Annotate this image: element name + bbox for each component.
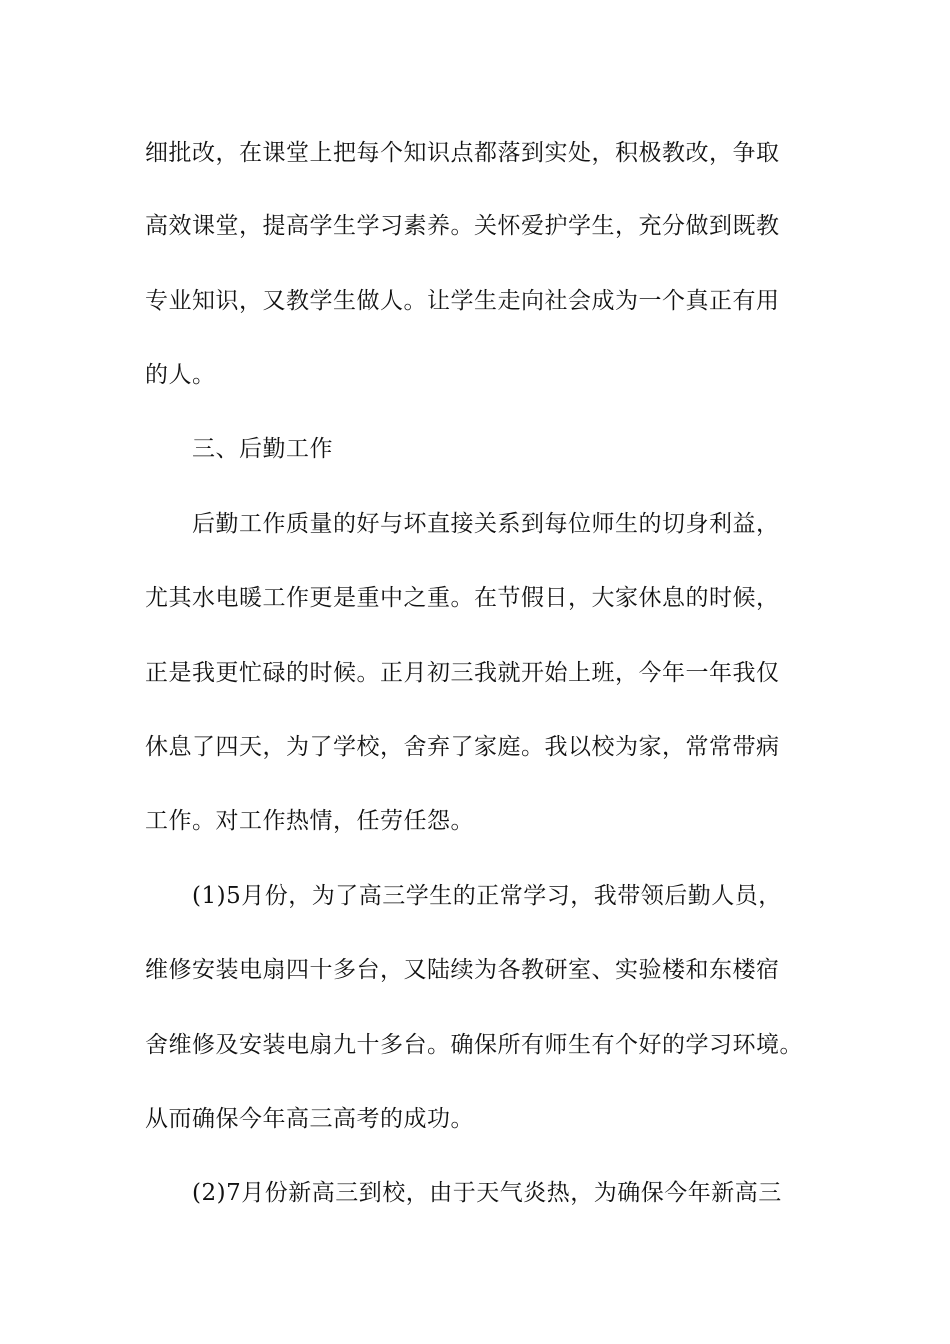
section-heading: 三、后勤工作 — [192, 436, 333, 462]
text-line-11: (1)5月份，为了高三学生的正常学习，我带领后勤人员， — [192, 883, 782, 909]
text-line-4: 的人。 — [145, 362, 216, 388]
text-line-6: 后勤工作质量的好与坏直接关系到每位师生的切身利益， — [192, 511, 780, 537]
text-line-15: (2)7月份新高三到校，由于天气炎热，为确保今年新高三 — [192, 1180, 782, 1206]
text-line-9: 休息了四天，为了学校，舍弃了家庭。我以校为家，常常带病 — [145, 734, 780, 760]
text-line-8: 正是我更忙碌的时候。正月初三我就开始上班，今年一年我仅 — [145, 660, 780, 686]
text-line-7: 尤其水电暖工作更是重中之重。在节假日，大家休息的时候， — [145, 585, 780, 611]
text-line-13: 舍维修及安装电扇九十多台。确保所有师生有个好的学习环境。 — [145, 1032, 803, 1058]
text-line-14: 从而确保今年高三高考的成功。 — [145, 1106, 474, 1132]
text-line-3: 专业知识，又教学生做人。让学生走向社会成为一个真正有用 — [145, 288, 780, 314]
text-line-12: 维修安装电扇四十多台，又陆续为各教研室、实验楼和东楼宿 — [145, 957, 780, 983]
text-line-10: 工作。对工作热情，任劳任怨。 — [145, 808, 474, 834]
text-line-2: 高效课堂，提高学生学习素养。关怀爱护学生，充分做到既教 — [145, 213, 780, 239]
text-line-1: 细批改，在课堂上把每个知识点都落到实处，积极教改，争取 — [145, 140, 780, 166]
